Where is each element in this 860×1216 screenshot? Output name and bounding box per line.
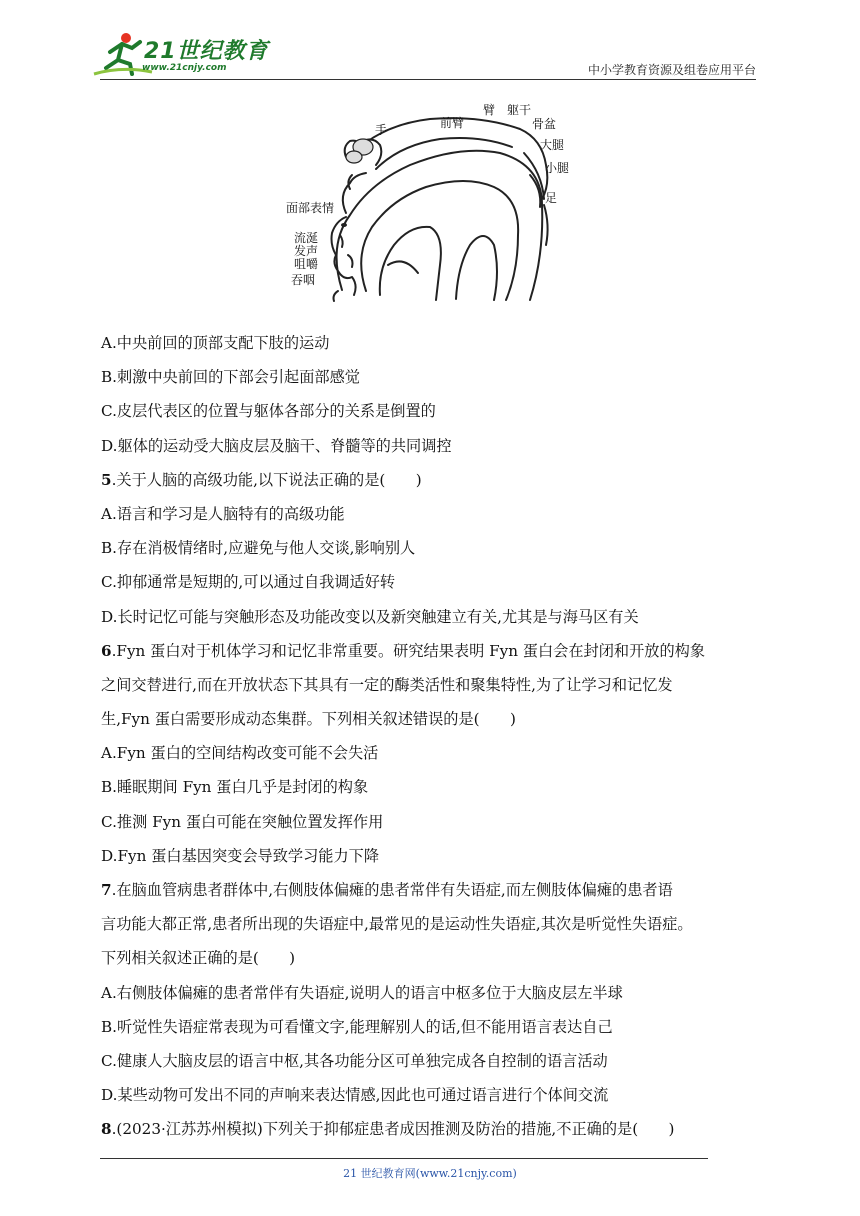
page-header — [0, 0, 860, 90]
text-line: 言功能大都正常,患者所出现的失语症中,最常见的是运动性失语症,其次是听觉性失语症。 — [101, 915, 693, 934]
label-pelvis: 骨盆 — [532, 117, 557, 131]
text-line: C.推测 Fyn 蛋白可能在突触位置发挥作用 — [101, 812, 384, 831]
label-foot: 足 — [545, 191, 558, 205]
footer-divider — [100, 1158, 708, 1159]
text-line: D.躯体的运动受大脑皮层及脑干、脊髓等的共同调控 — [101, 436, 452, 455]
text-line: B.刺激中央前回的下部会引起面部感觉 — [101, 368, 360, 387]
logo-url: www.21cnjy.com — [142, 63, 227, 73]
label-chew: 咀嚼 — [294, 257, 319, 271]
label-voice: 发声 — [294, 244, 319, 258]
label-facial-expression: 面部表情 — [286, 201, 335, 215]
text-line: D.Fyn 蛋白基因突变会导致学习能力下降 — [101, 846, 380, 865]
text-line: B.存在消极情绪时,应避免与他人交谈,影响别人 — [101, 539, 416, 558]
question-7-stem: 7.在脑血管病患者群体中,右侧肢体偏瘫的患者常伴有失语症,而左侧肢体偏瘫的患者语 — [101, 881, 673, 899]
header-divider — [100, 79, 756, 80]
text-line: 下列相关叙述正确的是( ) — [101, 949, 296, 968]
text-line: A.Fyn 蛋白的空间结构改变可能不会失活 — [101, 744, 379, 763]
question-5-stem: 5.关于人脑的高级功能,以下说法正确的是( ) — [101, 470, 422, 489]
question-8-stem: 8.(2023·江苏苏州模拟)下列关于抑郁症患者成因推测及防治的措施,不正确的是( ) — [101, 1120, 675, 1139]
motor-cortex-homunculus-figure — [280, 95, 570, 310]
label-drool: 流涎 — [294, 231, 319, 245]
logo-text: 21世纪教育 — [144, 39, 269, 64]
text-line: 之间交替进行,而在开放状态下其具有一定的酶类活性和聚集特性,为了让学习和记忆发 — [101, 675, 673, 694]
text-line: B.听觉性失语症常表现为可看懂文字,能理解别人的话,但不能用语言表达自己 — [101, 1017, 613, 1036]
text-line: D.某些动物可发出不同的声响来表达情感,因此也可通过语言进行个体间交流 — [101, 1086, 609, 1105]
label-arm: 臂 — [483, 103, 496, 117]
label-thigh: 大腿 — [540, 138, 565, 152]
label-hand: 手 — [375, 123, 388, 137]
label-swallow: 吞咽 — [291, 273, 316, 287]
platform-name: 中小学教育资源及组卷应用平台 — [587, 63, 756, 77]
text-line: A.中央前回的顶部支配下肢的运动 — [101, 334, 330, 352]
question-text — [101, 326, 761, 1147]
footer-text: 21 世纪教育网(www.21cnjy.com) — [343, 1167, 517, 1180]
text-line: C.健康人大脑皮层的语言中枢,其各功能分区可单独完成各自控制的语言活动 — [101, 1051, 608, 1070]
text-line: D.长时记忆可能与突触形态及功能改变以及新突触建立有关,尤其是与海马区有关 — [101, 607, 639, 626]
label-forearm: 前臂 — [440, 116, 465, 130]
text-line: C.皮层代表区的位置与躯体各部分的关系是倒置的 — [101, 402, 436, 421]
text-line: A.语言和学习是人脑特有的高级功能 — [101, 504, 345, 523]
text-line: C.抑郁通常是短期的,可以通过自我调适好转 — [101, 573, 396, 592]
text-line: A.右侧肢体偏瘫的患者常伴有失语症,说明人的语言中枢多位于大脑皮层左半球 — [101, 983, 623, 1002]
label-calf: 小腿 — [545, 161, 570, 175]
label-trunk: 躯干 — [507, 103, 532, 117]
text-line: B.睡眠期间 Fyn 蛋白几乎是封闭的构象 — [101, 778, 369, 797]
text-line: 生,Fyn 蛋白需要形成动态集群。下列相关叙述错误的是( ) — [101, 710, 516, 729]
question-6-stem: 6.Fyn 蛋白对于机体学习和记忆非常重要。研究结果表明 Fyn 蛋白会在封闭和开放的构象 — [101, 641, 706, 660]
